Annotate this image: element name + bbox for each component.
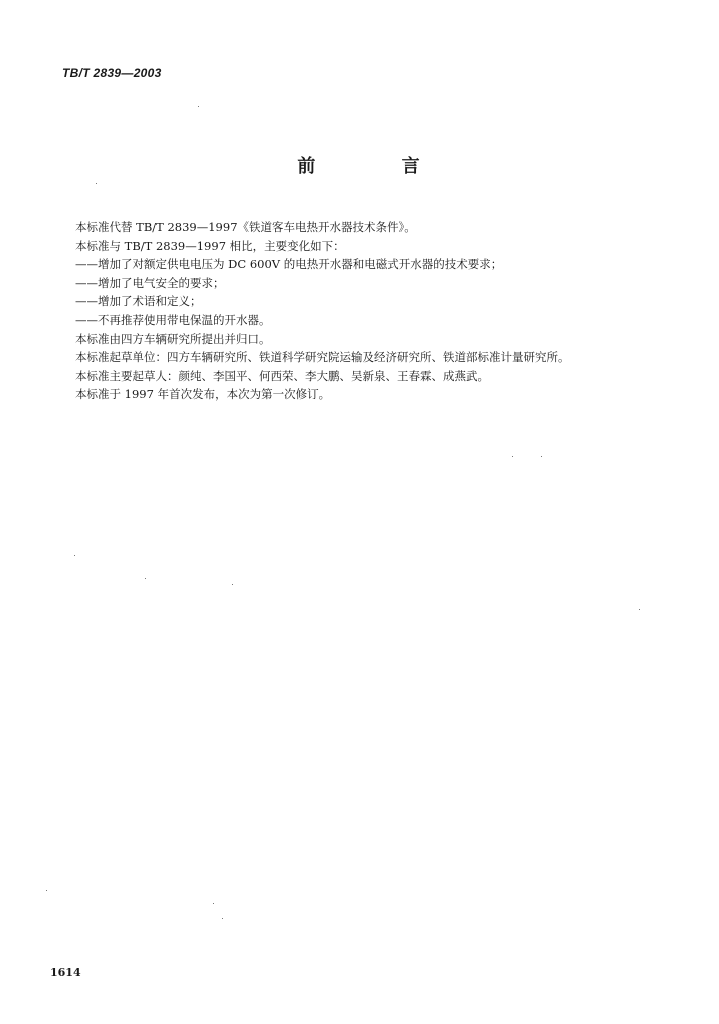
text-line: 本标准由四方车辆研究所提出并归口。 [75, 331, 271, 346]
scan-speck [541, 456, 542, 457]
scan-speck [232, 584, 233, 585]
scan-speck [198, 106, 199, 107]
scan-speck [46, 890, 47, 891]
scan-speck [512, 456, 513, 457]
text-line: ——增加了术语和定义； [75, 294, 202, 309]
standard-code-header: TB/T 2839—2003 [62, 66, 162, 80]
foreword-body [75, 218, 675, 404]
text-line: 本标准主要起草人：颜纯、李国平、何西荣、李大鹏、吴新泉、王春霖、成燕武。 [75, 368, 489, 383]
text-line: 本标准与 TB/T 2839—1997 相比，主要变化如下： [75, 238, 345, 253]
text-line: 本标准代替 TB/T 2839—1997《铁道客车电热开水器技术条件》。 [75, 220, 416, 234]
scan-speck [96, 183, 97, 184]
page-number: 1614 [50, 966, 81, 979]
text-line: ——不再推荐使用带电保温的开水器。 [75, 312, 271, 327]
scan-speck [213, 903, 214, 904]
page-title: 前 言 [297, 156, 460, 177]
scan-speck [639, 609, 640, 610]
text-line: ——增加了对额定供电电压为 DC 600V 的电热开水器和电磁式开水器的技术要求； [75, 257, 503, 272]
scan-speck [145, 578, 146, 579]
scan-speck [74, 555, 75, 556]
text-line: 本标准起草单位：四方车辆研究所、铁道科学研究院运输及经济研究所、铁道部标准计量研究所。 [75, 350, 570, 365]
scan-speck [222, 918, 223, 919]
text-line: ——增加了电气安全的要求； [75, 275, 225, 290]
text-line: 本标准于 1997 年首次发布，本次为第一次修订。 [75, 387, 331, 402]
